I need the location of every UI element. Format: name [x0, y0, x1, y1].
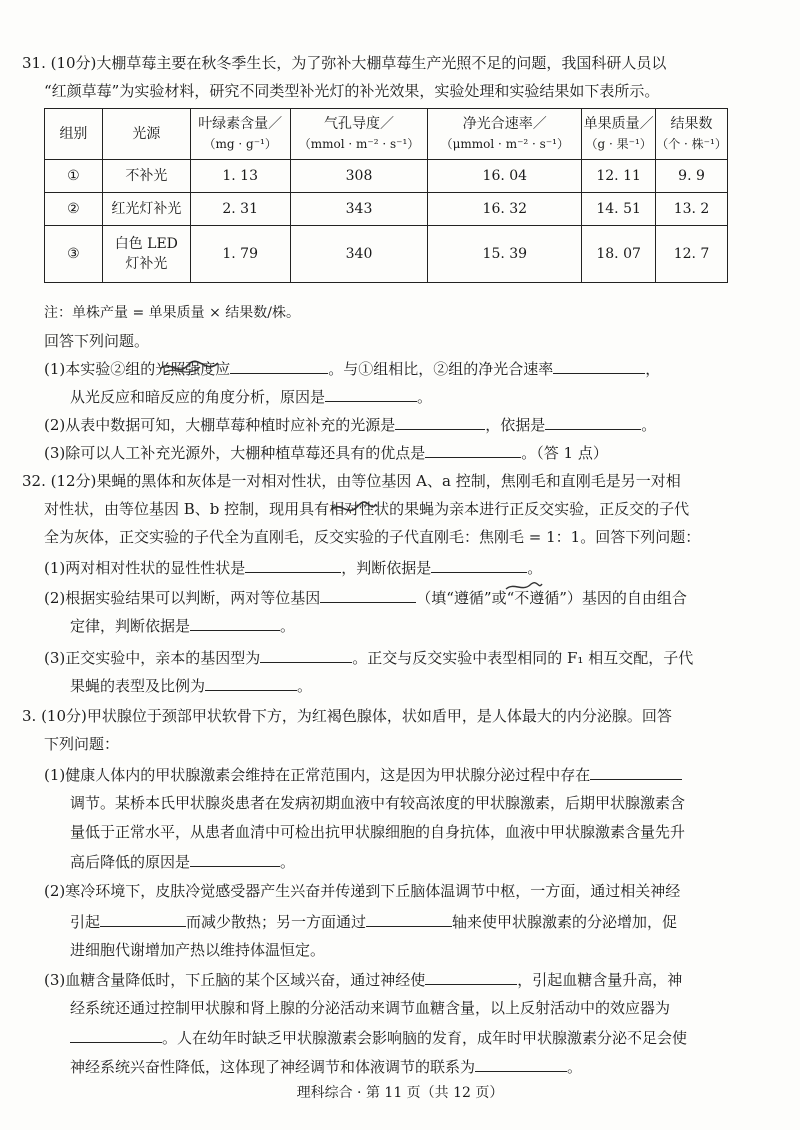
cell-chlorophyll: 1. 79 — [190, 226, 290, 283]
q32-stem-line1: 32. (12分)果蝇的黑体和灰体是一对相对性状，由等位基因 A、a 控制，焦刚毛和直刚毛是另一对相 — [22, 472, 681, 490]
answer-blank[interactable] — [425, 441, 521, 458]
answer-blank[interactable] — [425, 968, 517, 985]
cell-fruit-count: 13. 2 — [656, 193, 728, 226]
cell-fruit-mass: 12. 11 — [582, 160, 656, 193]
q31-part3: (3)除可以人工补充光源外，大棚种植草莓还具有的优点是 。（答 1 点） — [44, 441, 608, 464]
q31-part1-cont: 从光反应和暗反应的角度分析，原因是 。 — [70, 385, 432, 408]
answer-blank[interactable] — [205, 674, 297, 691]
header-chlorophyll: 叶绿素含量／ （mg · g⁻¹） — [190, 109, 290, 160]
cell-stomatal: 340 — [290, 226, 428, 283]
cell-photosynthesis: 15. 39 — [428, 226, 582, 283]
header-fruit-mass: 单果质量／ （g · 果⁻¹） — [582, 109, 656, 160]
cell-light: 白色 LED 灯补光 — [102, 226, 190, 283]
cell-group: ① — [45, 160, 103, 193]
cell-photosynthesis: 16. 04 — [428, 160, 582, 193]
header-fruit-count: 结果数 （个 · 株⁻¹） — [656, 109, 728, 160]
q32-part1: (1)两对相对性状的显性性状是 ，判断依据是 。 — [44, 556, 542, 579]
header-stomatal: 气孔导度／ （mmol · m⁻² · s⁻¹） — [290, 109, 428, 160]
cell-light: 不补光 — [102, 160, 190, 193]
q33-part3-line3: 。人在幼年时缺乏甲状腺激素会影响脑的发育，成年时甲状腺激素分泌不足会使 — [70, 1026, 687, 1049]
q32-part3-cont: 果蝇的表型及比例为 。 — [70, 674, 312, 697]
answer-blank[interactable] — [475, 1055, 567, 1072]
answer-blank[interactable] — [190, 850, 280, 867]
handwriting-scribble — [504, 580, 544, 594]
q33-part3: (3)血糖含量降低时，下丘脑的某个区域兴奋，通过神经使 ，引起血糖含量升高，神 — [44, 968, 682, 991]
q31-prompt: 回答下列问题。 — [44, 332, 150, 350]
answer-blank[interactable] — [553, 357, 645, 374]
q33-part3-line4: 神经系统兴奋性降低，这体现了神经调节和体液调节的联系为 。 — [70, 1055, 582, 1078]
q33-stem-line2: 下列问题： — [44, 735, 120, 753]
q32-part2-cont: 定律，判断依据是 。 — [70, 614, 295, 637]
cell-stomatal: 343 — [290, 193, 428, 226]
answer-blank[interactable] — [245, 556, 341, 573]
answer-blank[interactable] — [395, 413, 485, 430]
table-row — [45, 226, 728, 283]
header-photosynthesis: 净光合速率／ （μmmol · m⁻² · s⁻¹） — [428, 109, 582, 160]
header-group: 组别 — [45, 109, 103, 160]
q33-part1-line2: 调节。某桥本氏甲状腺炎患者在发病初期血液中有较高浓度的甲状腺激素，后期甲状腺激素含 — [70, 794, 686, 812]
cell-fruit-count: 9. 9 — [656, 160, 728, 193]
cell-fruit-count: 12. 7 — [656, 226, 728, 283]
q33-part2-line2: 引起 而减少散热；另一方面通过 轴来使甲状腺激素的分泌增加，促 — [70, 910, 677, 933]
answer-blank[interactable] — [590, 763, 682, 780]
q32-stem-line2: 对性状，由等位基因 B、b 控制，现用具有相对性状的果蝇为亲本进行正反交实验，正反交的子代 — [44, 500, 690, 518]
q32-stem-line3: 全为灰体，正交实验的子代全为直刚毛，反交实验的子代直刚毛：焦刚毛 = 1：1。回答下列问题： — [44, 528, 701, 546]
q33-stem-line1: 3. (10分)甲状腺位于颈部甲状软骨下方，为红褐色腺体，状如盾甲，是人体最大的内分泌腺。回答 — [22, 707, 672, 725]
cell-chlorophyll: 2. 31 — [190, 193, 290, 226]
q31-part1: (1)本实验②组的光照强度应 。与①组相比，②组的净光合速率 ， — [44, 357, 660, 380]
answer-blank[interactable] — [431, 556, 527, 573]
handwriting-mark — [596, 1028, 598, 1030]
answer-blank[interactable] — [325, 385, 417, 402]
cell-group: ② — [45, 193, 103, 226]
answer-blank[interactable] — [260, 646, 352, 663]
cell-stomatal: 308 — [290, 160, 428, 193]
table-row — [45, 193, 728, 226]
q33-part1-line4: 高后降低的原因是 。 — [70, 850, 295, 873]
q32-part3: (3)正交实验中，亲本的基因型为 。正交与反交实验中表型相同的 F₁ 相互交配，子代 — [44, 646, 693, 669]
cell-light: 红光灯补光 — [102, 193, 190, 226]
page-footer: 理科综合 · 第 11 页（共 12 页） — [296, 1085, 504, 1101]
cell-group: ③ — [45, 226, 103, 283]
q32-part2: (2)根据实验结果可以判断，两对等位基因 （填“遵循”或“不遵循”）基因的自由组合 — [44, 586, 687, 609]
answer-blank[interactable] — [70, 1026, 162, 1043]
answer-blank[interactable] — [100, 910, 186, 927]
answer-blank[interactable] — [320, 586, 416, 603]
q33-part3-line2: 经系统还通过控制甲状腺和肾上腺的分泌活动来调节血糖含量，以上反射活动中的效应器为 — [70, 999, 671, 1017]
handwriting-scribble — [328, 496, 380, 520]
q33-part2-line3: 进细胞代谢增加产热以维持体温恒定。 — [70, 941, 326, 959]
handwriting-scribble — [156, 355, 226, 381]
q33-part1: (1)健康人体内的甲状腺激素会维持在正常范围内，这是因为甲状腺分泌过程中存在 — [44, 763, 682, 786]
table-header-row — [45, 109, 728, 160]
q31-stem-line1: 31. (10分)大棚草莓主要在秋冬季生长，为了弥补大棚草莓生产光照不足的问题，我国科研人员以 — [22, 54, 667, 72]
q31-note: 注：单株产量 = 单果质量 × 结果数/株。 — [44, 305, 300, 321]
q31-stem-line2: “红颜草莓”为实验材料，研究不同类型补光灯的补光效果，实验处理和实验结果如下表所示。 — [44, 82, 660, 100]
header-light: 光源 — [102, 109, 190, 160]
q33-part1-line3: 量低于正常水平，从患者血清中可检出抗甲状腺细胞的自身抗体，血液中甲状腺激素含量先升 — [70, 823, 686, 841]
q31-part2: (2)从表中数据可知，大棚草莓种植时应补充的光源是 ，依据是 。 — [44, 413, 656, 436]
cell-photosynthesis: 16. 32 — [428, 193, 582, 226]
q33-part2: (2)寒冷环境下，皮肤冷觉感受器产生兴奋并传递到下丘脑体温调节中枢，一方面，通过相关神经 — [44, 882, 681, 900]
answer-blank[interactable] — [230, 357, 328, 374]
cell-fruit-mass: 14. 51 — [582, 193, 656, 226]
table-row — [45, 160, 728, 193]
answer-blank[interactable] — [545, 413, 641, 430]
answer-blank[interactable] — [190, 614, 280, 631]
cell-chlorophyll: 1. 13 — [190, 160, 290, 193]
q31-data-table — [44, 108, 728, 283]
cell-fruit-mass: 18. 07 — [582, 226, 656, 283]
answer-blank[interactable] — [366, 910, 452, 927]
